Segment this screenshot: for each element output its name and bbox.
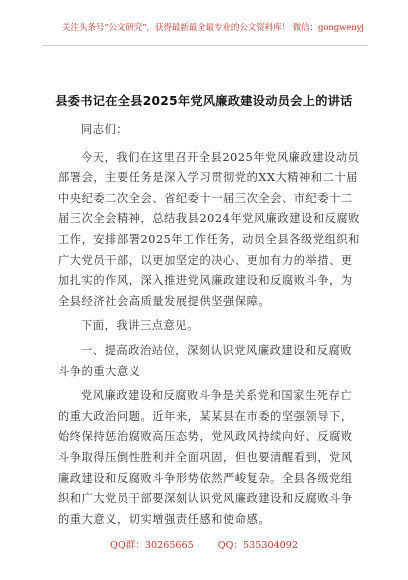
paragraph-line: 廉政建设和反腐败斗争形势依然严峻复杂。全县各级党组: [58, 471, 353, 485]
header-note: 关注头条号“公文研究”，获得最新最全最专业的公文资料库！ 微信：gongwenyj: [62, 23, 364, 33]
paragraph-line: 届三次全会精神，总结我县2024年党风廉政建设和反腐败: [58, 212, 360, 226]
document-body: [58, 120, 364, 530]
footer-contact: [0, 537, 408, 551]
paragraph-line: 中央纪委二次全会、省纪委十一届三次全会、市纪委十二: [58, 191, 353, 205]
paragraph-line: 今天，我们在这里召开全县2025年党风廉政建设动员: [81, 150, 360, 164]
qq-group-number: QQ群：30265665: [109, 540, 194, 551]
paragraph-line: 织和广大党员干部要深刻认识党风廉政建设和反腐败斗争: [58, 492, 353, 506]
salutation: 同志们：: [81, 123, 129, 136]
document-title: 县委书记在全县2025年党风廉政建设动员会上的讲话: [55, 94, 353, 108]
paragraph-line: 广大党员干部，以更加坚定的决心、更加有力的举措、更: [58, 253, 353, 267]
section-heading: 一、提高政治站位，深刻认识党风廉政建设和反腐败: [81, 343, 353, 357]
paragraph-line: 的重大政治问题。近年来，某某县在市委的坚强领导下，: [58, 409, 353, 423]
paragraph-line: 全县经济社会高质量发展提供坚强保障。: [58, 294, 271, 308]
paragraph-line: 的重大意义，切实增强责任感和使命感。: [58, 512, 271, 526]
header-divider: [42, 45, 368, 46]
paragraph-line: 工作，安排部署2025年工作任务，动员全县各级党组织和: [58, 232, 360, 246]
section-heading: 斗争的重大意义: [58, 364, 141, 378]
paragraph-line: 始终保持惩治腐败高压态势，党风政风持续向好、反腐败: [58, 430, 353, 444]
paragraph-line: 下面，我讲三点意见。: [81, 319, 199, 333]
paragraph-line: 部署会，主要任务是深入学习贯彻党的XX大精神和二十届: [58, 171, 359, 185]
paragraph-line: 党风廉政建设和反腐败斗争是关系党和国家生死存亡: [81, 389, 353, 403]
paragraph-line: 斗争取得压倒性胜利并全面巩固，但也要清醒看到，党风: [58, 450, 353, 464]
qq-number: QQ：535304092: [217, 540, 298, 551]
paragraph-line: 加扎实的作风，深入推进党风廉政建设和反腐败斗争，为: [58, 274, 353, 288]
